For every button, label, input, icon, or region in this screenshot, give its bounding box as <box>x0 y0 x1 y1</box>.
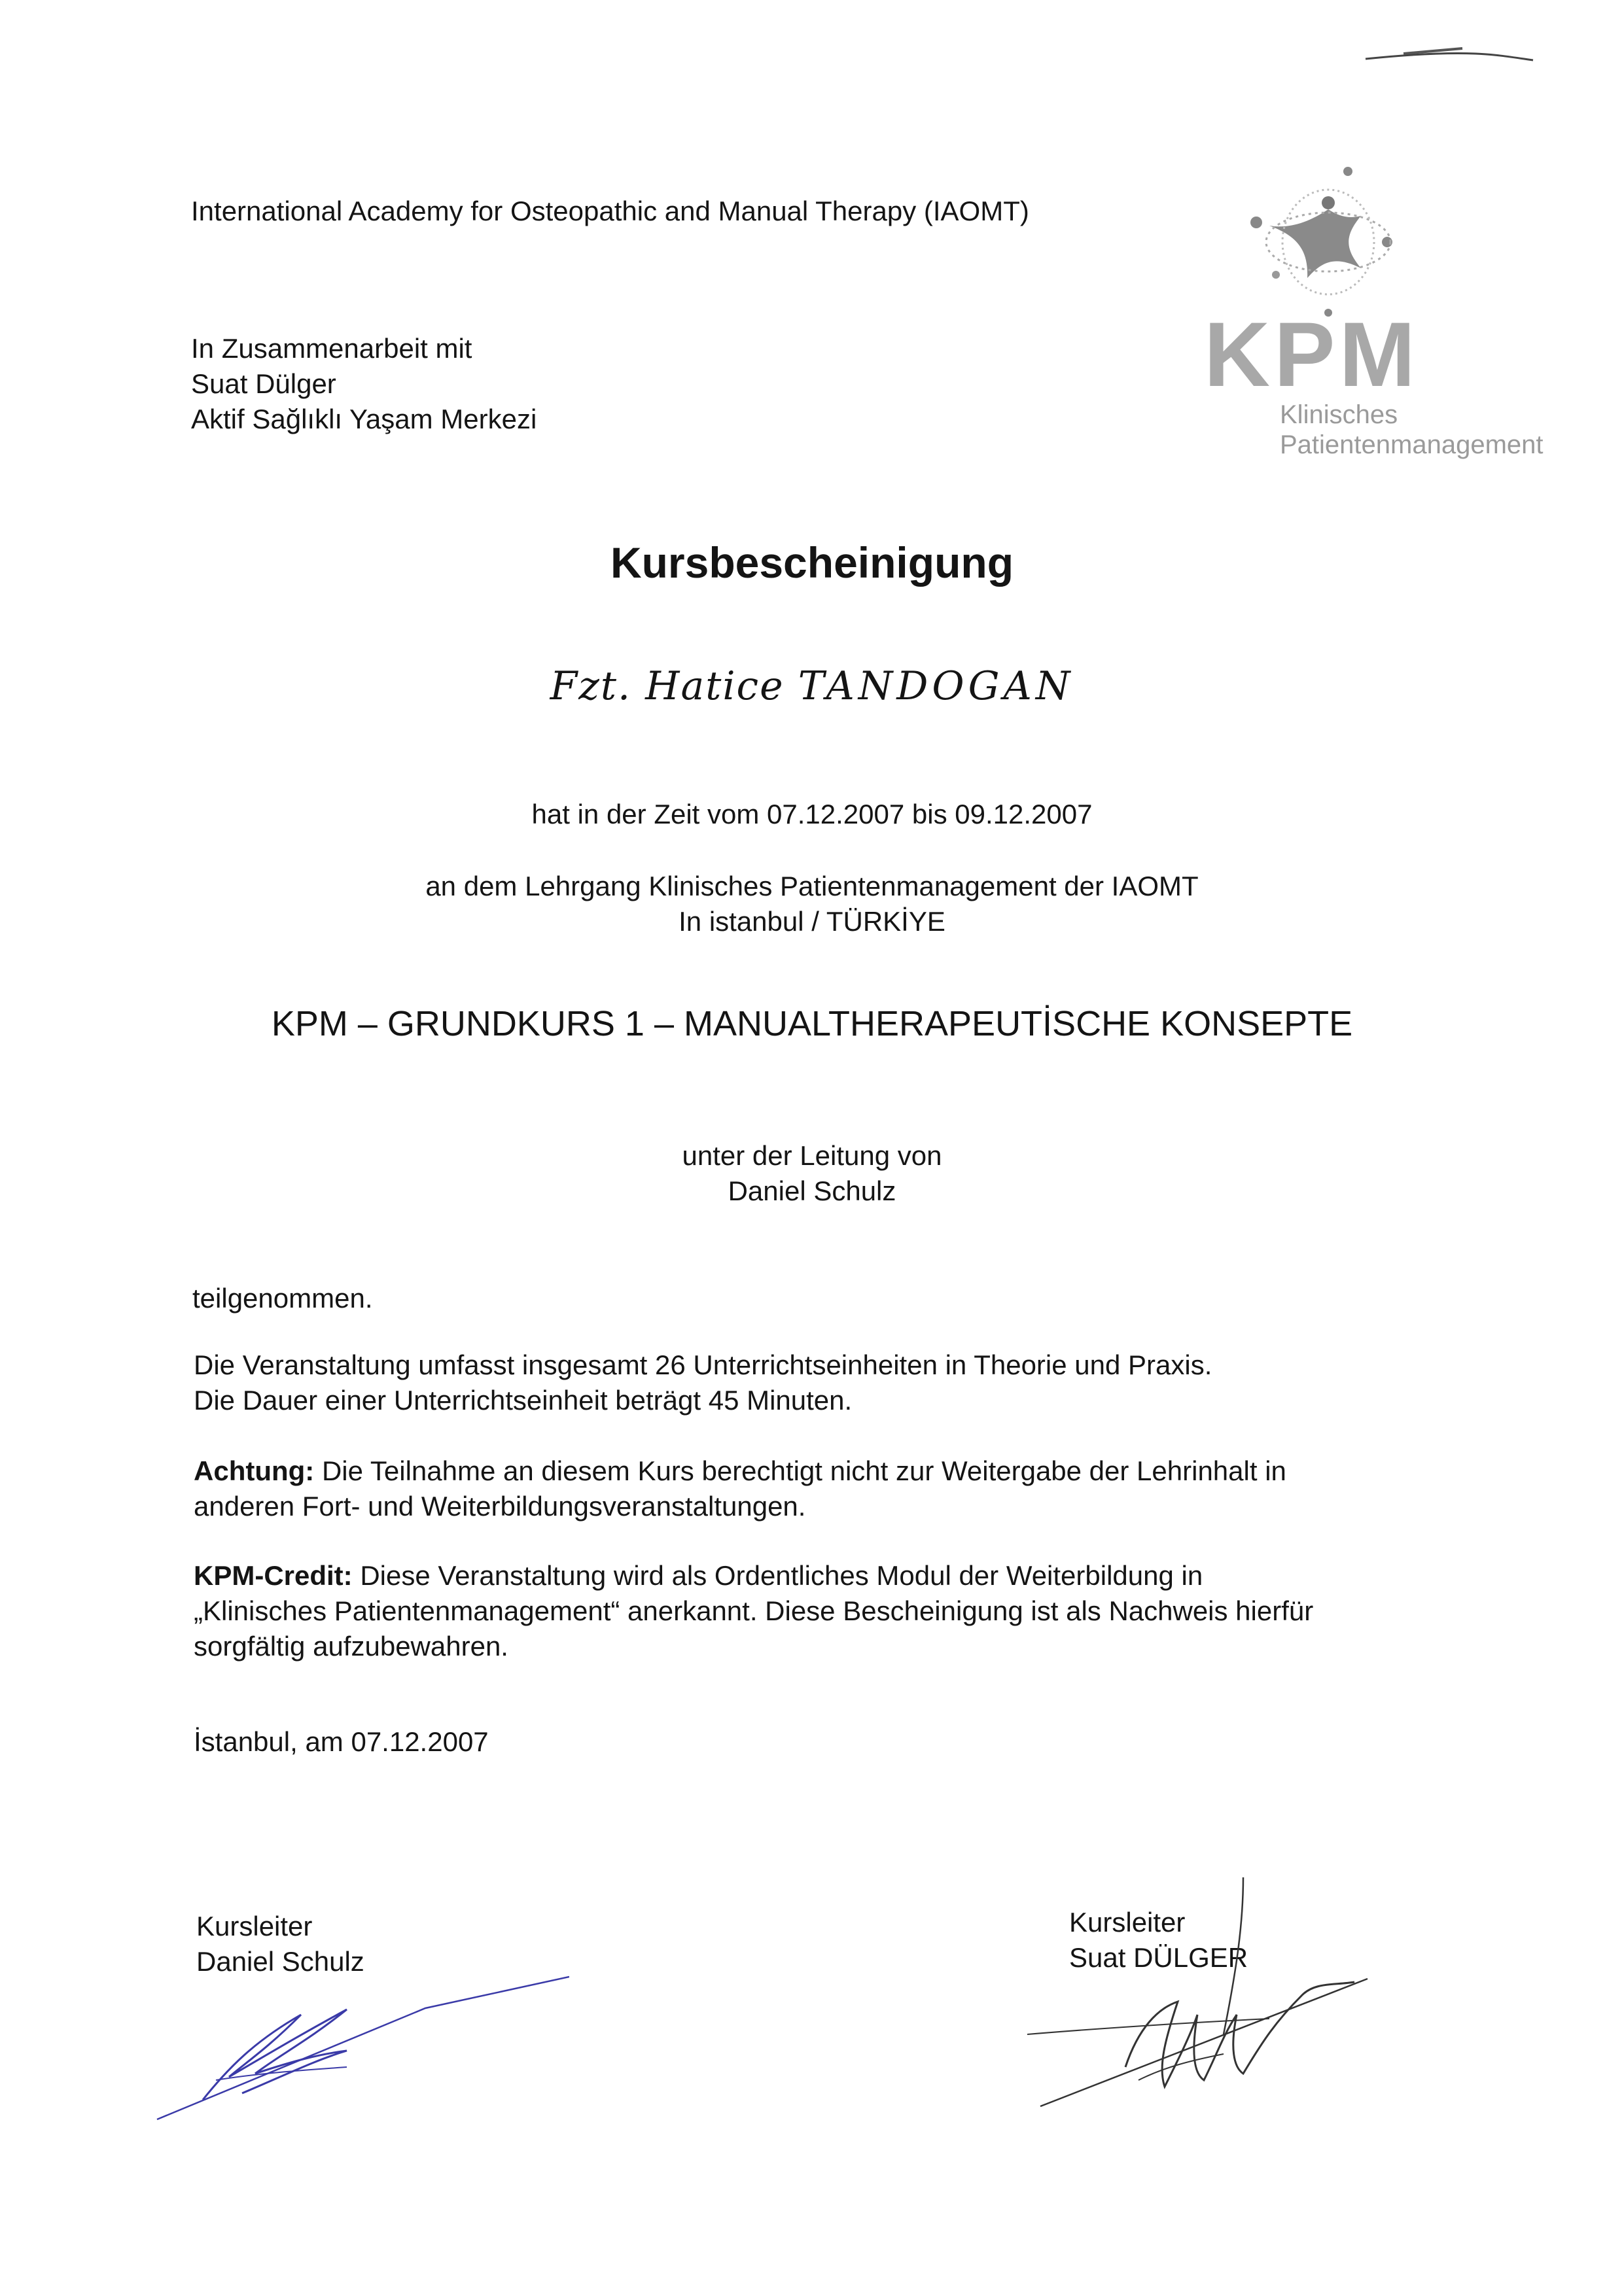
credit-text: „Klinisches Patientenmanagement“ anerkannt. Diese Bescheinigung ist als Nachweis hierfür <box>194 1595 1314 1626</box>
units-line: Die Dauer einer Unterrichtseinheit beträgt 45 Minuten. <box>194 1385 853 1416</box>
leadership-block <box>0 1138 1624 1209</box>
course-location: In istanbul / TÜRKİYE <box>679 906 945 937</box>
logo-subtitle: Klinisches <box>1280 400 1398 429</box>
pen-mark <box>1364 39 1534 65</box>
collaboration-block <box>191 331 537 437</box>
attention-text: anderen Fort- und Weiterbildungsveranstaltungen. <box>194 1491 806 1522</box>
signer-role: Kursleiter <box>196 1911 313 1941</box>
leadership-label: unter der Leitung von <box>682 1140 942 1171</box>
credit-paragraph <box>194 1558 1313 1664</box>
signature-left <box>150 1962 569 2126</box>
course-line: an dem Lehrgang Klinisches Patientenmanagement der IAOMT <box>425 871 1199 901</box>
course-period: hat in der Zeit vom 07.12.2007 bis 09.12.2007 <box>531 799 1093 829</box>
credit-text: sorgfältig aufzubewahren. <box>194 1631 508 1661</box>
signer-role: Kursleiter <box>1069 1907 1186 1938</box>
certificate-title: Kursbescheinigung <box>610 538 1014 587</box>
attention-label: Achtung: <box>194 1455 315 1486</box>
dancing-figure-icon <box>1230 164 1426 321</box>
recipient-prefix: Fzt. Hatice <box>550 663 785 709</box>
signer-name: Daniel Schulz <box>196 1946 364 1977</box>
recipient-surname: TANDOGAN <box>798 663 1074 709</box>
units-paragraph <box>194 1348 1212 1418</box>
credit-label: KPM-Credit: <box>194 1560 353 1591</box>
collaboration-line: In Zusammenarbeit mit <box>191 333 472 364</box>
attention-text: Die Teilnahme an diesem Kurs berechtigt nicht zur Weitergabe der Lehrinhalt in <box>314 1455 1286 1486</box>
signer-name: Suat DÜLGER <box>1069 1942 1248 1973</box>
course-description <box>0 869 1624 939</box>
recipient-name <box>0 657 1624 716</box>
organization-name: International Academy for Osteopathic and Manual Therapy (IAOMT) <box>191 196 1029 226</box>
course-title: KPM – GRUNDKURS 1 – MANUALTHERAPEUTİSCHE KONSEPTE <box>271 1004 1353 1043</box>
kpm-logo <box>1204 164 1583 478</box>
units-line: Die Veranstaltung umfasst insgesamt 26 Unterrichtseinheiten in Theorie und Praxis. <box>194 1349 1212 1380</box>
attention-paragraph <box>194 1453 1286 1524</box>
place-date: İstanbul, am 07.12.2007 <box>194 1726 489 1757</box>
participated-text: teilgenommen. <box>192 1283 373 1313</box>
logo-kpm-text: KPM <box>1204 303 1420 406</box>
logo-subtitle: Patientenmanagement <box>1280 430 1544 459</box>
leader-name: Daniel Schulz <box>728 1175 896 1206</box>
collaboration-line: Suat Dülger <box>191 368 336 399</box>
collaboration-line: Aktif Sağlıklı Yaşam Merkezi <box>191 404 537 434</box>
signature-right <box>1027 1871 1433 2146</box>
credit-text: Diese Veranstaltung wird als Ordentliches Modul der Weiterbildung in <box>352 1560 1203 1591</box>
